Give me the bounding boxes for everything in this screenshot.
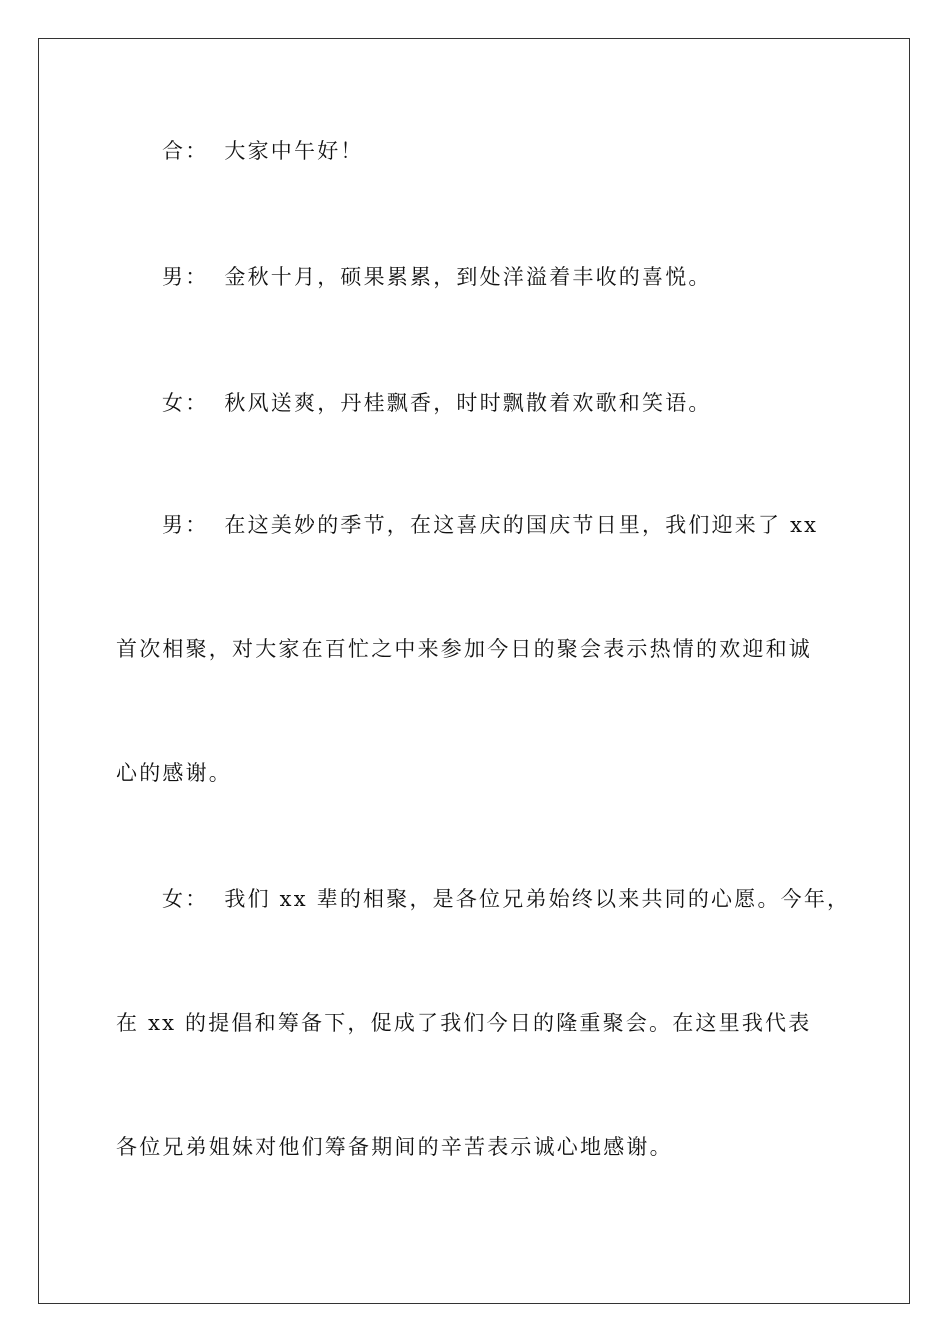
paragraph-4-line-3: 心的感谢。: [116, 761, 232, 785]
line-text: 秋风送爽，丹桂飘香，时时飘散着欢歌和笑语。: [224, 391, 712, 415]
speaker-label: 男：: [162, 513, 209, 537]
paragraph-4-line-1: [162, 510, 818, 540]
line-text: 大家中午好！: [224, 139, 364, 163]
speaker-label: 男：: [162, 265, 209, 289]
paragraph-5-line-2: 在 xx 的提倡和筹备下，促成了我们今日的隆重聚会。在这里我代表: [116, 1011, 812, 1035]
speaker-label: 合：: [162, 139, 209, 163]
line-text: 在这美妙的季节，在这喜庆的国庆节日里，我们迎来了 xx: [224, 513, 819, 537]
paragraph-4-line-2: 首次相聚，对大家在百忙之中来参加今日的聚会表示热情的欢迎和诚: [116, 637, 812, 661]
speaker-label: 女：: [162, 887, 209, 911]
line-text: 金秋十月，硕果累累，到处洋溢着丰收的喜悦。: [224, 265, 712, 289]
paragraph-1-line-1: [162, 136, 364, 166]
paragraph-2-line-1: [162, 262, 712, 292]
paragraph-5-line-1: [162, 884, 850, 914]
paragraph-5-line-3: 各位兄弟姐妹对他们筹备期间的辛苦表示诚心地感谢。: [116, 1135, 673, 1159]
paragraph-3-line-1: [162, 388, 712, 418]
speaker-label: 女：: [162, 391, 209, 415]
line-text: 我们 xx 辈的相聚，是各位兄弟始终以来共同的心愿。今年，: [224, 887, 851, 911]
page-frame: [38, 38, 910, 1304]
